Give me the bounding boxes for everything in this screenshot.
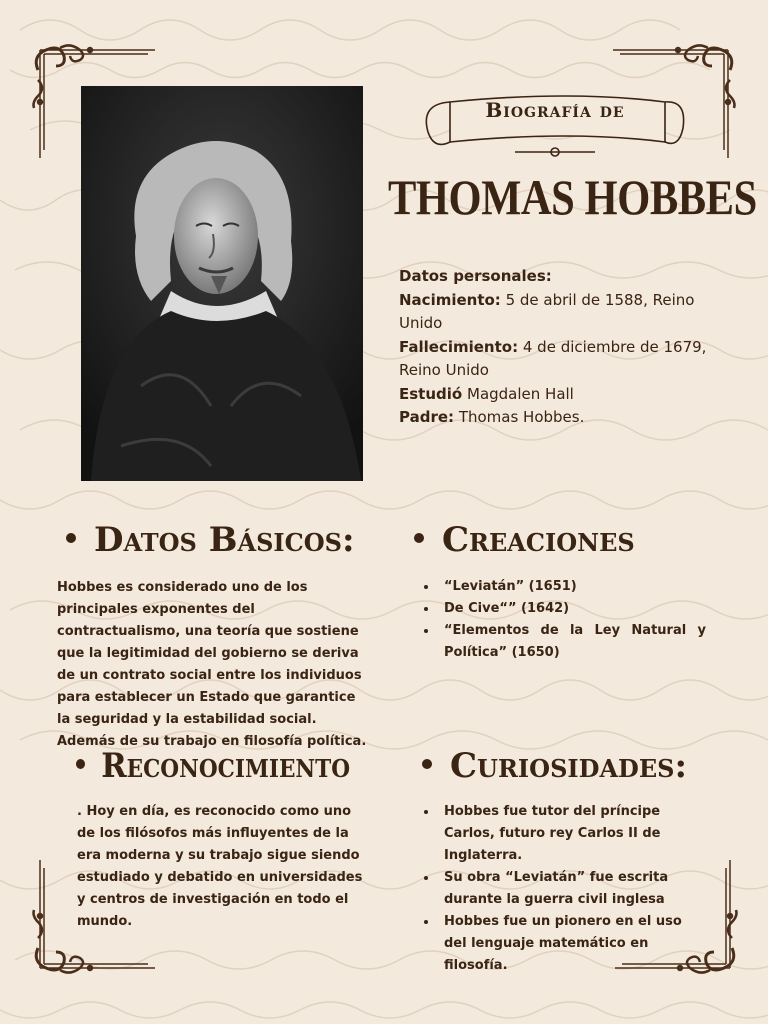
bullet-icon	[76, 759, 85, 769]
father-label: Padre:	[399, 408, 455, 426]
bullet-icon	[66, 533, 76, 543]
personal-data	[399, 265, 709, 430]
studied-value: Magdalen Hall	[467, 384, 574, 403]
recognition-text: . Hoy en día, es reconocido como uno de los filósofos más influyentes de la era moderna y su trabajo sigue siendo estudiado y debatido en universidades y centros de investigación en todo el mundo.	[77, 804, 363, 929]
heading-recognition: Reconocimiento	[76, 746, 350, 786]
list-item: • “Leviatán” (1651)	[438, 576, 706, 598]
studied-label: Estudió	[399, 384, 463, 403]
list-item: • Hobbes fue un pionero en el uso del lenguaje matemático en filosofía.	[438, 911, 708, 977]
person-name: THOMAS HOBBES	[388, 169, 757, 225]
birth-value: 5 de abril de 1588, Reino Unido	[399, 290, 695, 332]
list-item: • Hobbes fue tutor del príncipe Carlos, futuro rey Carlos II de Inglaterra.	[438, 801, 708, 867]
title-banner	[420, 92, 690, 162]
basic-data-text: Hobbes es considerado uno de los principales exponentes del contractualismo, una teoría que sostiene que la legitimidad del gobierno se deriva de un contrato social entre los individuos para establecer un Estado que garantice la seguridad y la estabilidad social. Además de su trabajo en filosofía política.	[57, 580, 367, 749]
portrait-image	[81, 86, 363, 481]
creations-list	[422, 576, 706, 664]
curiosities-list	[422, 801, 708, 977]
father-value: Thomas Hobbes.	[458, 408, 585, 426]
heading-creations: Creaciones	[414, 520, 635, 560]
birth-label: Nacimiento:	[399, 290, 501, 309]
heading-basic-data: Datos Básicos:	[66, 520, 355, 560]
list-item: • De Cive“” (1642)	[438, 598, 706, 620]
list-item: • “Elementos de la Ley Natural y Política” (1650)	[438, 620, 706, 664]
banner-text: Biografía de	[485, 98, 625, 122]
bullet-icon	[414, 533, 424, 543]
bullet-icon	[422, 759, 432, 769]
death-value: 4 de diciembre de 1679, Reino Unido	[399, 337, 707, 379]
heading-curiosities: Curiosidades:	[422, 746, 687, 786]
personal-title: Datos personales:	[399, 267, 552, 285]
list-item: • Su obra “Leviatán” fue escrita durante la guerra civil inglesa	[438, 867, 708, 911]
death-label: Fallecimiento:	[399, 337, 519, 356]
